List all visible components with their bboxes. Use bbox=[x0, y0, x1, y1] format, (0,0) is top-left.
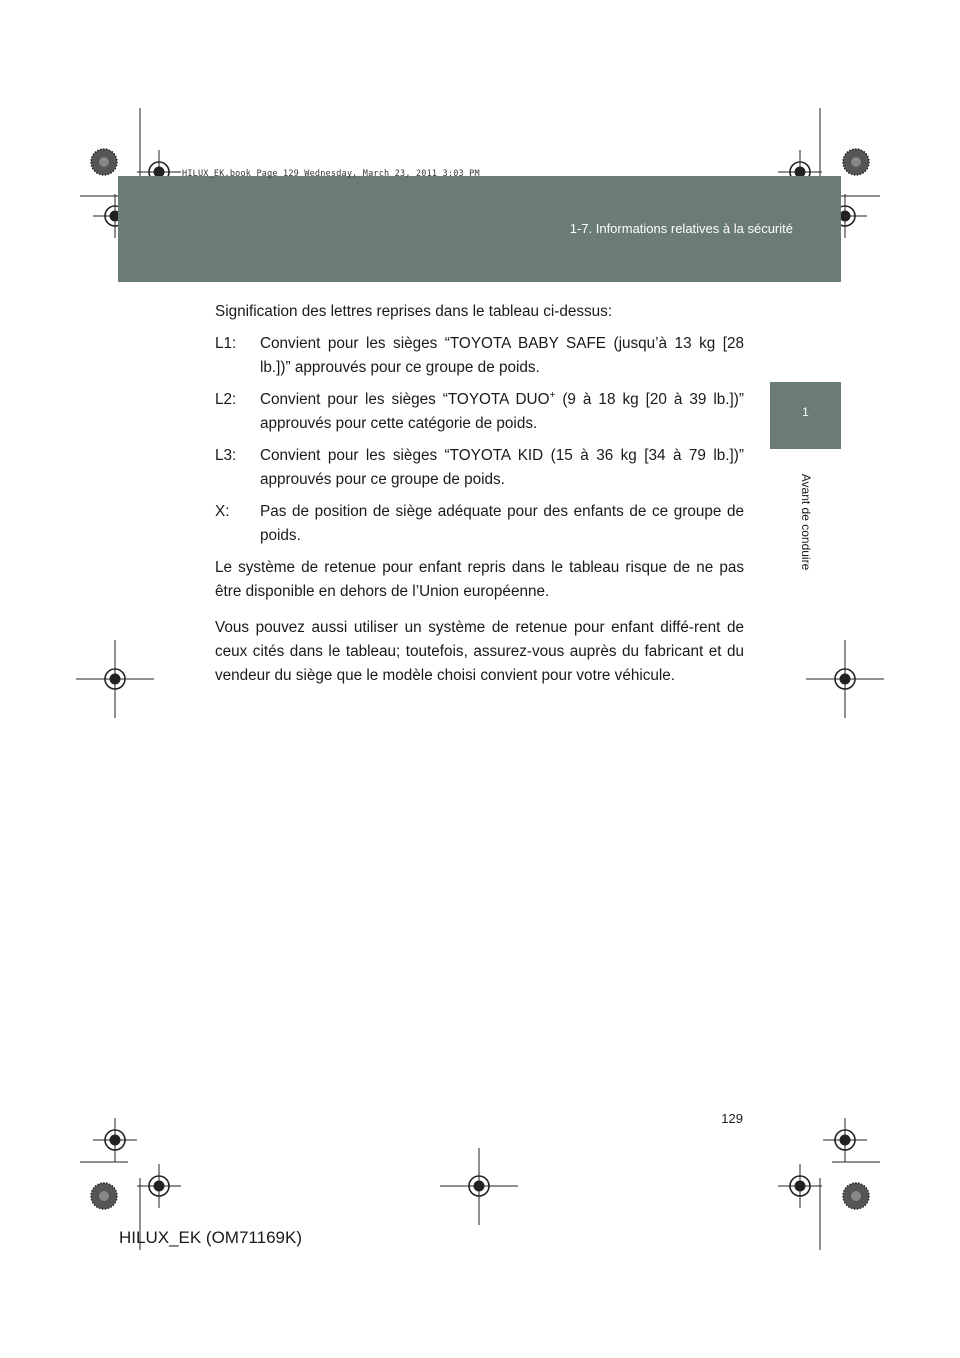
section-title: 1-7. Informations relatives à la sécurité bbox=[569, 221, 793, 236]
item-key: X: bbox=[215, 503, 230, 520]
item-key: L2: bbox=[215, 391, 237, 408]
item-text-after: (9 à 18 kg [20 à 39 lb.])” approuvés pour cette catégorie de poids. bbox=[260, 391, 744, 432]
definition-item bbox=[215, 332, 744, 380]
body-paragraph: Vous pouvez aussi utiliser un système de retenue pour enfant diffé-rent de ceux cités dans le tableau; toutefois, assurez-vous auprès du fabricant et du vendeur du siège que le modèle choisi convient pour votre véhicule. bbox=[215, 619, 744, 684]
body-paragraph: Le système de retenue pour enfant repris dans le tableau risque de ne pas être disponible en dehors de l’Union européenne. bbox=[215, 559, 744, 600]
definition-item bbox=[215, 444, 744, 492]
book-stamp: HILUX_EK.book Page 129 Wednesday, March 23, 2011 3:03 PM bbox=[182, 169, 480, 179]
intro-text: Signification des lettres reprises dans le tableau ci-dessus: bbox=[215, 303, 613, 320]
item-text: Convient pour les sièges “TOYOTA KID (15 à 36 kg [34 à 79 lb.])” approuvés pour ce groupe de poids. bbox=[260, 447, 744, 488]
item-text: Pas de position de siège adéquate pour des enfants de ce groupe de poids. bbox=[260, 503, 744, 544]
item-text bbox=[260, 388, 744, 436]
definition-item bbox=[215, 500, 744, 548]
model-code: HILUX_EK (OM71169K) bbox=[119, 1228, 302, 1247]
header-band bbox=[118, 176, 841, 282]
page-number: 129 bbox=[721, 1111, 743, 1126]
item-text-before: Convient pour les sièges “TOYOTA DUO bbox=[260, 391, 550, 408]
item-text: Convient pour les sièges “TOYOTA BABY SAFE (jusqu’à 13 kg [28 lb.])” approuvés pour ce groupe de poids. bbox=[260, 335, 744, 376]
definition-item bbox=[215, 388, 744, 436]
page-content bbox=[215, 300, 744, 700]
chapter-tab bbox=[770, 382, 841, 449]
item-key: L1: bbox=[215, 335, 237, 352]
chapter-label: Avant de conduire bbox=[799, 473, 813, 571]
item-key: L3: bbox=[215, 447, 237, 464]
superscript-plus: + bbox=[549, 390, 556, 401]
chapter-number: 1 bbox=[802, 405, 809, 419]
